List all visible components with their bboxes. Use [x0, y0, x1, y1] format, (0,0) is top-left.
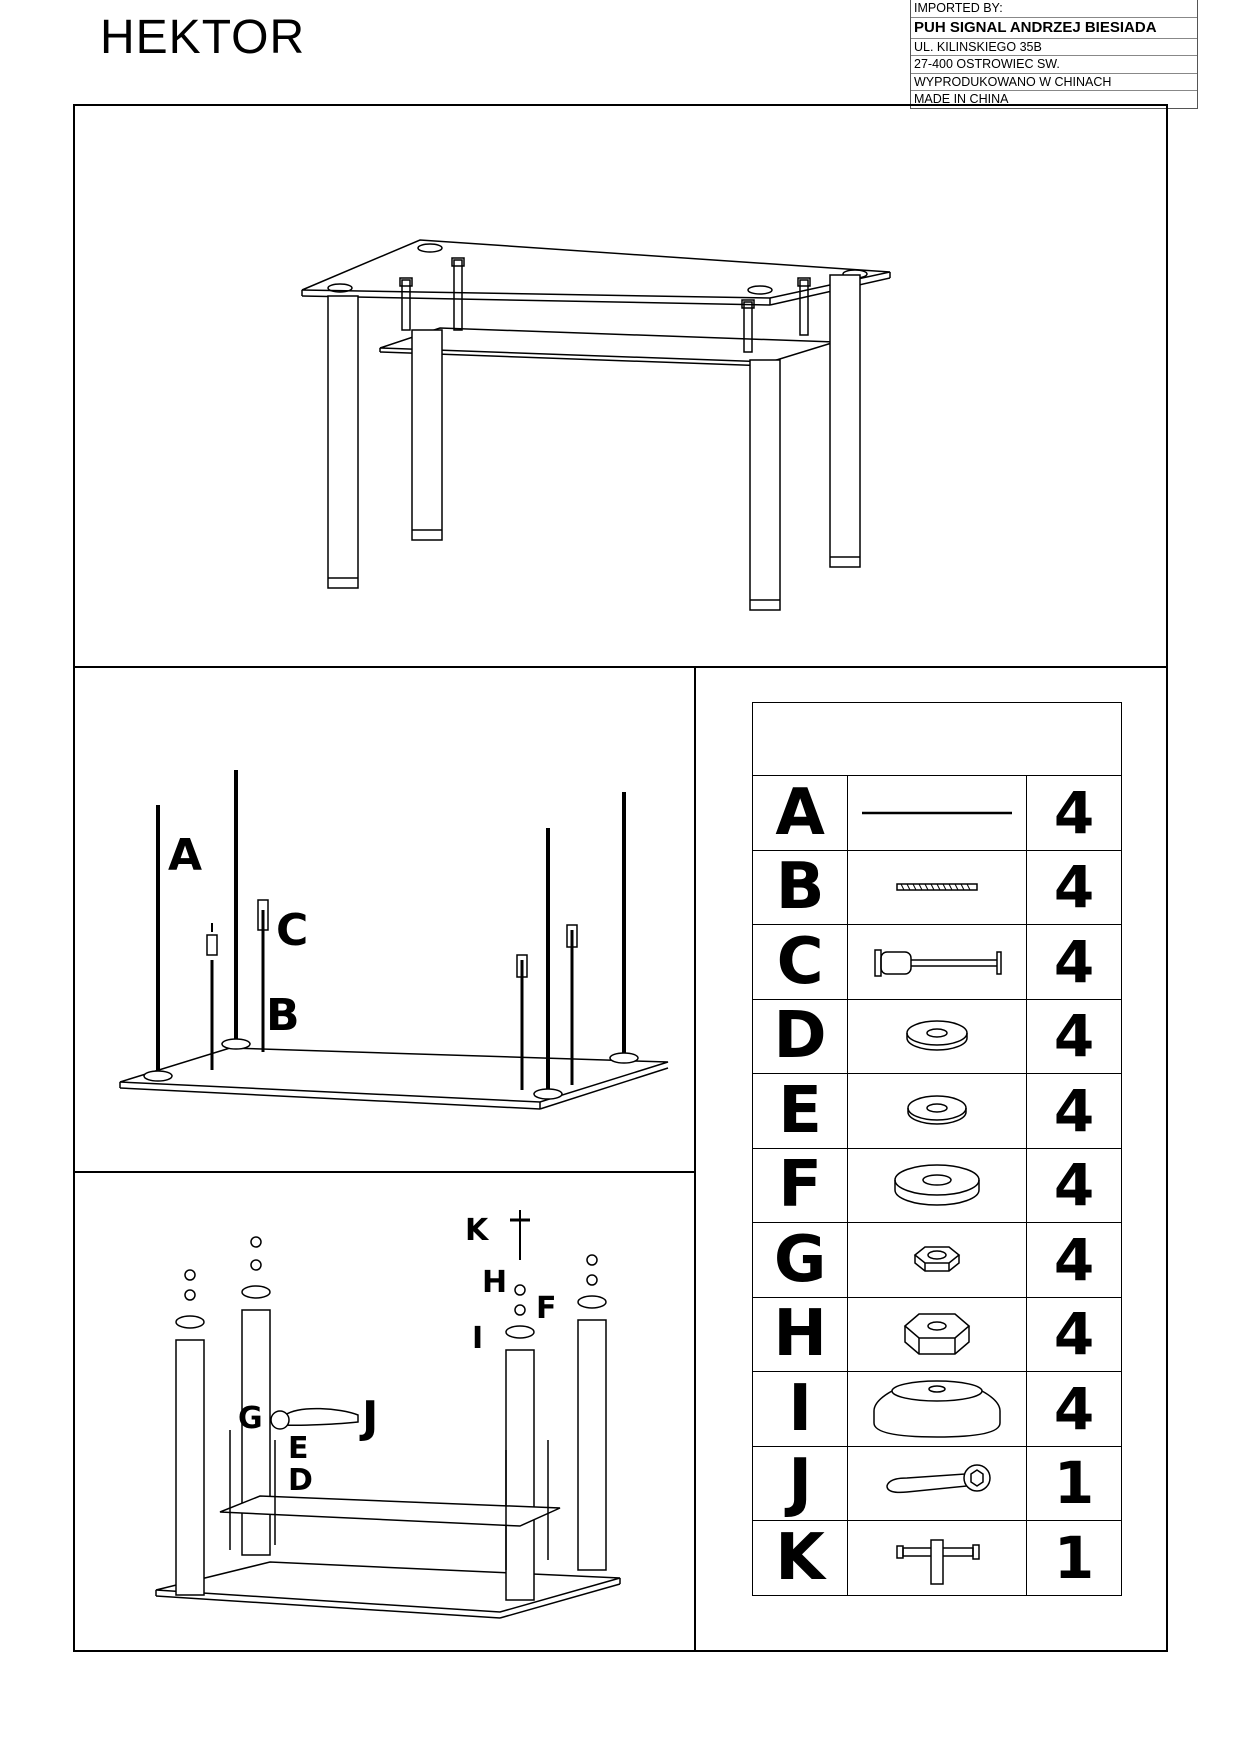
part-row: [753, 1372, 1122, 1447]
part-qty: 4: [1027, 925, 1122, 1000]
part-row: [753, 1446, 1122, 1521]
label-j: J: [362, 1392, 379, 1443]
label-e: E: [288, 1431, 309, 1466]
importer-city: 27-400 OSTROWIEC SW.: [911, 56, 1197, 74]
washer-icon: [857, 1086, 1017, 1136]
assembled-table-illustration: [290, 230, 910, 620]
short-threaded-rod-icon: [857, 867, 1017, 907]
part-letter: A: [753, 776, 848, 851]
long-threaded-rod-icon: [857, 793, 1017, 833]
part-qty: 4: [1027, 850, 1122, 925]
glass-clamp-bolt-icon: [857, 932, 1017, 992]
part-letter: F: [753, 1148, 848, 1223]
part-row: [753, 925, 1122, 1000]
spanner-wrench-icon: [857, 1458, 1017, 1508]
hex-nut-icon: [857, 1235, 1017, 1285]
washer-icon: [857, 1011, 1017, 1061]
part-qty: 4: [1027, 1372, 1122, 1447]
origin-english: MADE IN CHINA: [914, 92, 1009, 106]
importer-label: [910, 0, 1198, 109]
step2-rods-illustration: [110, 760, 690, 1120]
parts-header-row: [753, 703, 1122, 776]
part-qty: 1: [1027, 1446, 1122, 1521]
importer-heading: IMPORTED BY:: [911, 0, 1197, 18]
label-h: H: [482, 1265, 508, 1300]
product-title: HEKTOR: [100, 11, 306, 64]
part-qty: 4: [1027, 776, 1122, 851]
part-letter: H: [753, 1297, 848, 1372]
part-qty: 4: [1027, 1074, 1122, 1149]
divider-vertical: [694, 666, 696, 1652]
large-hex-nut-icon: [857, 1304, 1017, 1364]
label-b: B: [266, 990, 300, 1041]
label-c: C: [276, 905, 309, 956]
part-qty: 4: [1027, 1223, 1122, 1298]
label-g: G: [238, 1401, 263, 1436]
t-handle-key-icon: [857, 1528, 1017, 1588]
part-letter: K: [753, 1521, 848, 1596]
part-letter: D: [753, 999, 848, 1074]
part-letter: I: [753, 1372, 848, 1447]
part-row: [753, 1521, 1122, 1596]
large-washer-icon: [857, 1158, 1017, 1213]
importer-company: PUH SIGNAL ANDRZEJ BIESIADA: [911, 18, 1197, 39]
part-row: [753, 1297, 1122, 1372]
divider-middle: [73, 1171, 695, 1173]
label-k: K: [465, 1213, 489, 1248]
origin-polish: WYPRODUKOWANO W CHINACH: [911, 74, 1197, 92]
part-qty: 4: [1027, 999, 1122, 1074]
parts-header-cell: [753, 703, 1122, 776]
part-letter: J: [753, 1446, 848, 1521]
part-qty: 1: [1027, 1521, 1122, 1596]
part-row: [753, 850, 1122, 925]
part-row: [753, 999, 1122, 1074]
part-letter: C: [753, 925, 848, 1000]
parts-list-table: [752, 702, 1122, 1596]
part-row: [753, 776, 1122, 851]
part-row: [753, 1148, 1122, 1223]
part-letter: G: [753, 1223, 848, 1298]
label-f: F: [536, 1291, 557, 1326]
part-letter: B: [753, 850, 848, 925]
divider-top: [73, 666, 1168, 668]
part-row: [753, 1223, 1122, 1298]
round-cap-icon: [852, 1375, 1022, 1443]
label-i: I: [472, 1321, 484, 1356]
part-letter: E: [753, 1074, 848, 1149]
label-d: D: [288, 1463, 313, 1498]
part-qty: 4: [1027, 1148, 1122, 1223]
step3-legs-illustration: [140, 1200, 660, 1620]
label-a: A: [168, 830, 203, 881]
part-row: [753, 1074, 1122, 1149]
importer-street: UL. KILINSKIEGO 35B: [911, 39, 1197, 57]
part-qty: 4: [1027, 1297, 1122, 1372]
